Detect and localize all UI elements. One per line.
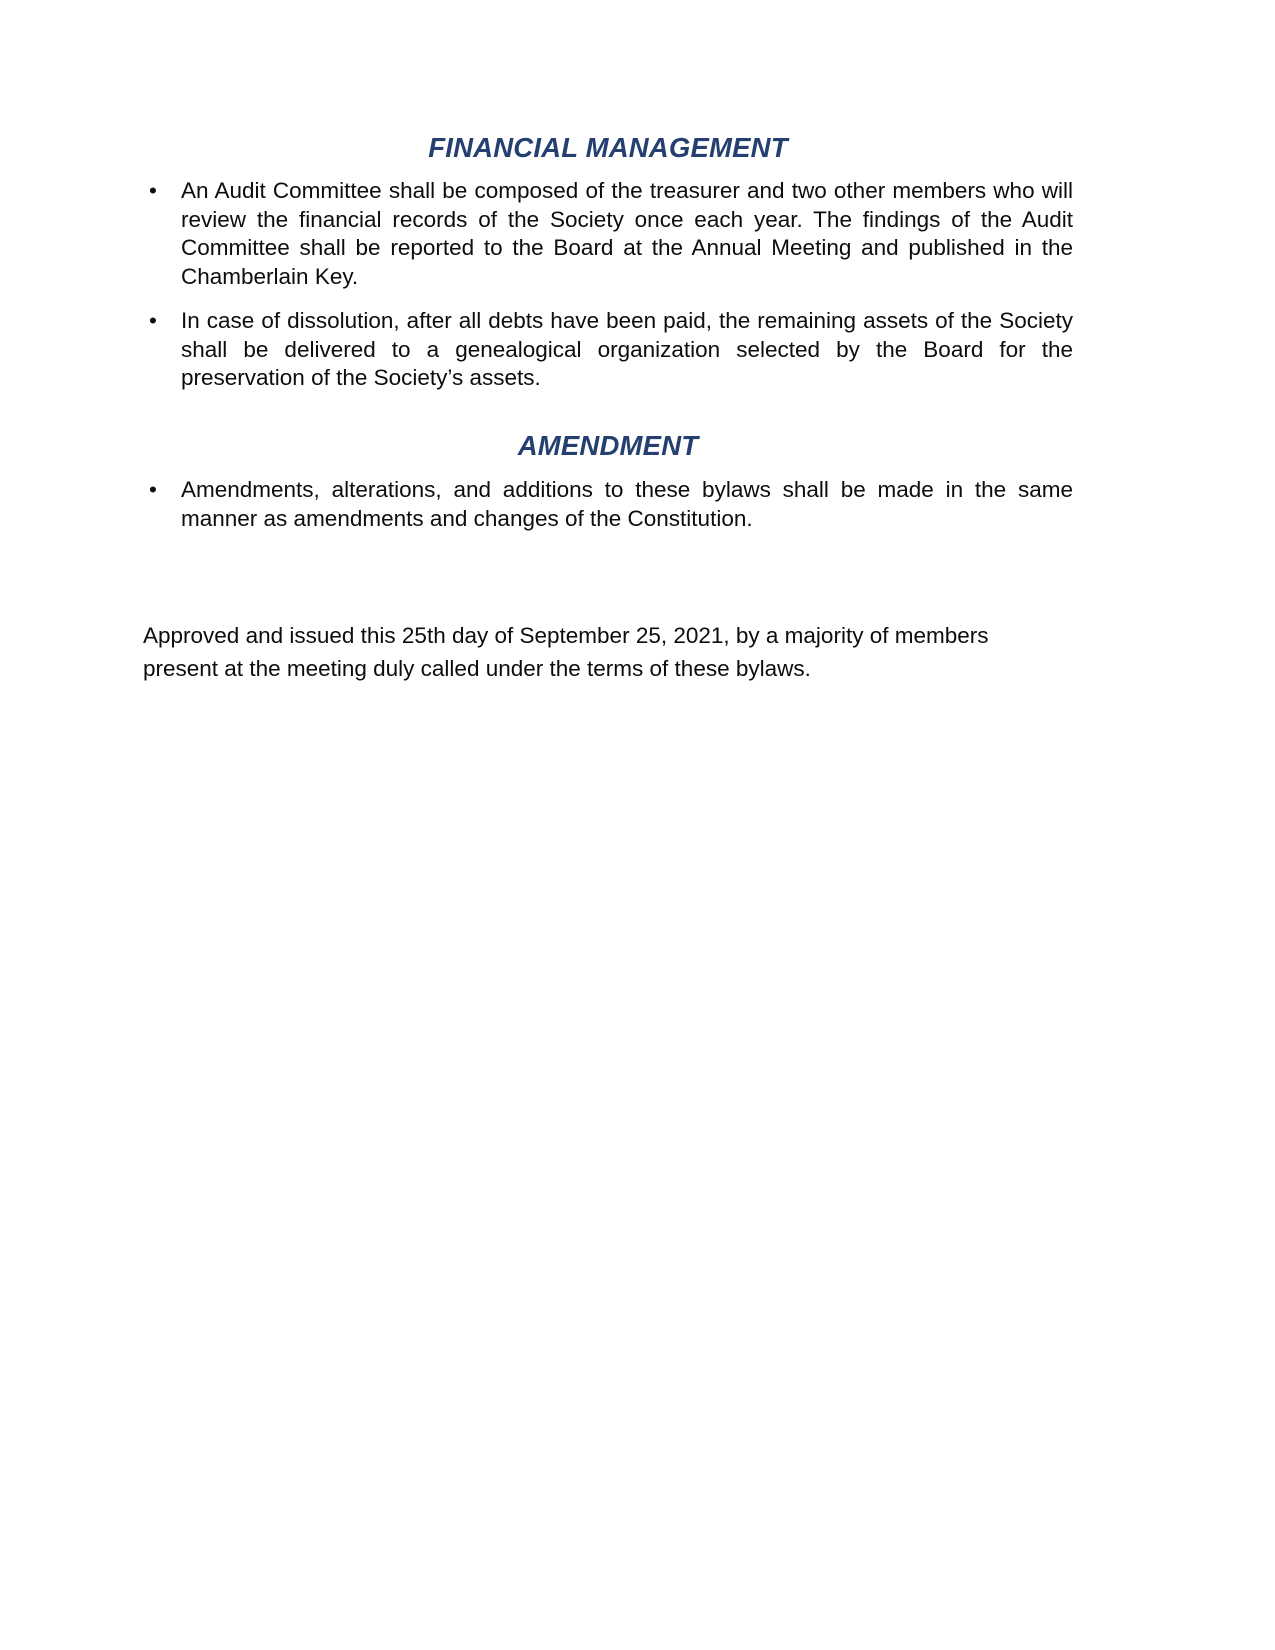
document-content [143,132,1073,533]
list-item [143,476,1073,533]
list-item-text: An Audit Committee shall be composed of the treasurer and two other members who will review the financial records of the Society once each year. The findings of the Audit Committee shall be reported to the Board at the Annual Meeting and published in the Chamberlain Key. [181,178,1073,289]
list-item-text: In case of dissolution, after all debts have been paid, the remaining assets of the Society shall be delivered to a genealogical organization selected by the Board for the preservation of the Society’s assets. [181,308,1073,391]
bullet-list-financial-management [143,177,1073,392]
list-item [143,307,1073,392]
bullet-point-icon: • [149,308,157,334]
bullet-list-amendment [143,476,1073,533]
section-heading-financial-management: FINANCIAL MANAGEMENT [428,132,788,163]
section-heading-amendment: AMENDMENT [517,429,699,461]
closing-paragraph: Approved and issued this 25th day of September 25, 2021, by a majority of members present at the meeting duly called under the terms of these bylaws. [143,623,989,681]
bullet-point-icon: • [149,178,157,204]
bullet-point-icon: • [149,477,157,503]
list-item [143,177,1073,291]
list-item-text: Amendments, alterations, and additions to these bylaws shall be made in the same manner as amendments and changes of the Constitution. [181,477,1073,531]
